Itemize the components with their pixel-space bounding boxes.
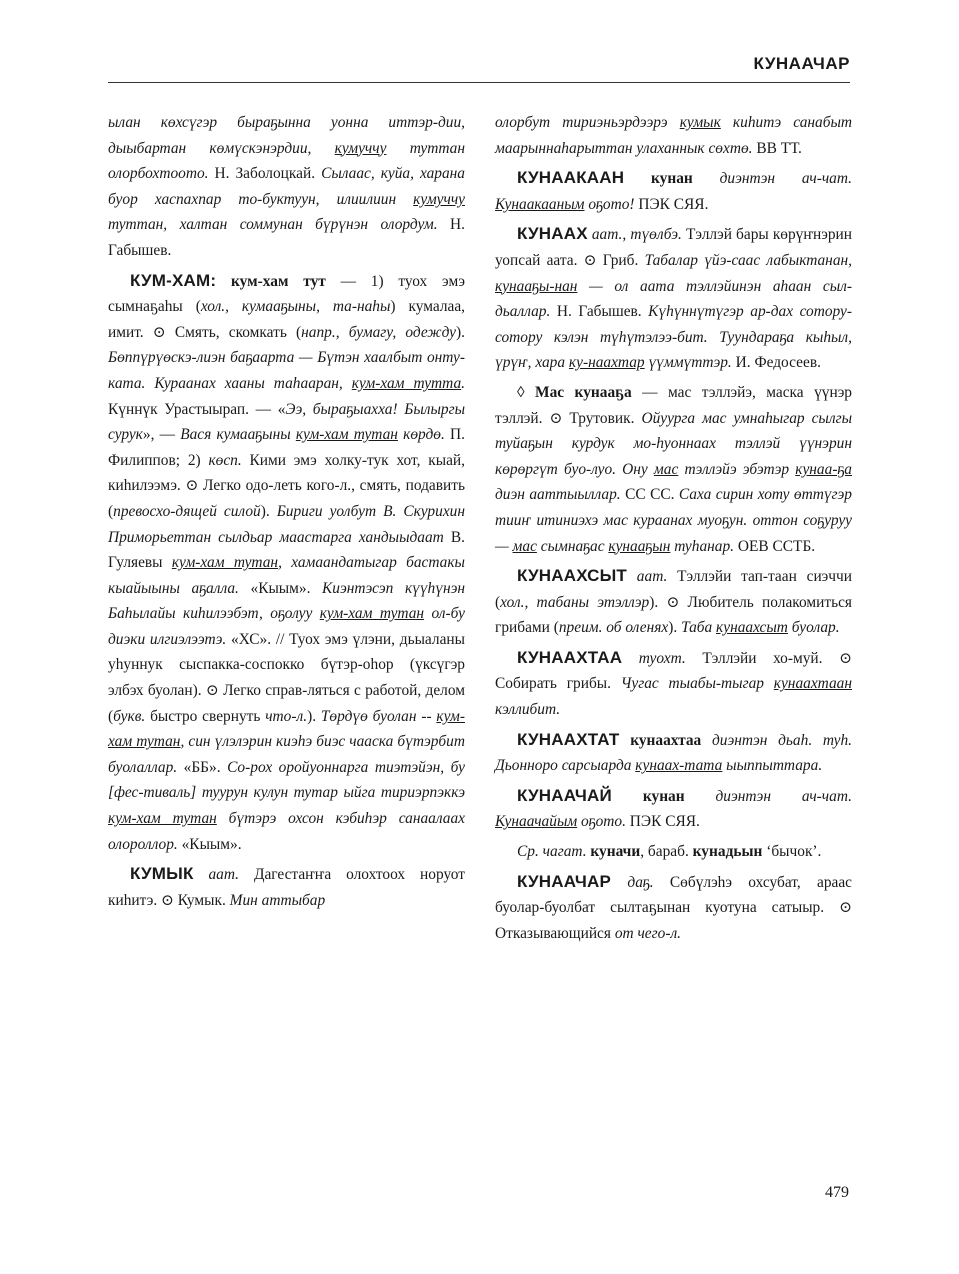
text: үүммүттэр.	[644, 354, 732, 372]
text: кум-хам тутан	[171, 554, 279, 572]
entry-continuation	[495, 110, 852, 161]
page-header	[108, 52, 850, 83]
text: кумуччу	[413, 190, 465, 208]
text: кум-хам тутан	[319, 605, 425, 623]
text: диэн ааттыыллар.	[495, 486, 621, 504]
headword: КУНААЧАР	[517, 871, 612, 891]
text: Саха сирин хоту өттүгэр тииҥ итиниэхэ мас кураанах муоҕун. оттон соҕуруу —	[495, 486, 853, 555]
text: Кунаакааным	[495, 195, 585, 213]
text: Бириги уолбут В. Скурихин Приморьеттан сылдьар маастарга хандыыдаат	[108, 502, 465, 546]
text: Ээ, быраҕыахха! Былыргы сурук	[108, 400, 465, 444]
text: хол., табаны этэллэр	[500, 593, 650, 611]
running-head: КУНААЧАР	[753, 54, 850, 73]
text: мас	[512, 537, 537, 555]
text: .	[461, 374, 466, 392]
text: мас	[653, 460, 679, 478]
text: Бөппүрүөскэ-лиэн баҕаарта — Бүтэн хаалбыт онту-ката. Кураанах хааны таһааран,	[108, 349, 465, 392]
text: Сылаас, куйа, харана буор хаспахпар то-буктуун, илиилиин	[108, 165, 465, 208]
text: Табалар үйэ-саас лабыктанан,	[644, 251, 852, 269]
text: аат.	[627, 568, 668, 586]
text: П. Филиппов; 2)	[108, 426, 465, 469]
text: кум-хам тутан	[108, 810, 217, 828]
text: Дагестаҥҥа олохтоох норуот киһитэ. ⊙ Кумык.	[108, 866, 465, 909]
text: напр., бумагу, одежду	[301, 323, 457, 341]
text: көсп.	[208, 451, 242, 469]
text: «Кыым».	[177, 835, 242, 853]
text: В. Гуляевы	[108, 528, 465, 572]
text: ыыппыттара.	[722, 757, 823, 775]
text: туһанар.	[670, 537, 735, 555]
text: кунан	[624, 170, 693, 188]
text: көрдө.	[397, 426, 445, 444]
text: Күннүк Урастыырап. — «	[108, 400, 286, 418]
headword: КУНААКААН	[517, 168, 625, 188]
text: кумуччу	[334, 139, 387, 157]
text: Күһүннүтүгэр ар-дах сотору-сотору кэлэн түһүтэлээ-бит. Туундараҕа кыһыл, үрүҥ, хара	[495, 303, 852, 372]
text: Сөбүлэһэ охсубат, араас буолар-буолбат сылтаҕынан куотуна сатыыр. ⊙ Отказывающийся	[495, 873, 853, 942]
text: ).	[668, 619, 682, 637]
entry-kunaachai	[495, 783, 852, 835]
text: ).	[307, 707, 321, 725]
text: букв.	[113, 707, 146, 725]
text: Тэллэйи тап-таан сиэччи (	[495, 568, 853, 611]
text: туохт.	[622, 649, 686, 667]
text: Чугас тыабы-тыгар	[620, 675, 774, 693]
text: Киэнтэсэп күүһүнэн Баһылайы киһилээбэт, оҕолуу	[108, 579, 466, 623]
entry-kunaachar	[495, 869, 852, 947]
text: оҕото!	[584, 195, 635, 213]
text: куначи	[586, 843, 641, 861]
text: ку-наахтар	[568, 354, 645, 372]
text: от чего-л.	[614, 924, 682, 942]
text: бүтэрэ охсон кэбиһэр санаалаах олороллор.	[108, 810, 465, 853]
text: олорбут тириэньэрдээрэ	[495, 114, 680, 131]
text: диэнтэн ач-чат.	[684, 787, 852, 805]
text: Ойуурга мас умнаһыгар сылгы туйаҕын курдук мо-һуоннаах тэллэй үүнэрин көрөргүт буо-луо. Ону	[495, 409, 852, 478]
text: ) кумалаа, имит. ⊙ Смять, скомкать (	[108, 298, 466, 341]
text: Ср. чагат.	[517, 843, 587, 861]
headword: КУНААХТАТ	[517, 729, 620, 749]
text: ПЭК СЯЯ.	[625, 813, 700, 831]
text: что-л.	[265, 707, 308, 725]
text: ПЭК СЯЯ.	[634, 195, 709, 213]
text: кунаахтаан	[773, 675, 852, 693]
text: Тэллэй бары көрүҥнэрин уопсай аата. ⊙ Гриб.	[495, 226, 852, 269]
text: — 1) туох эмэ сымнаҕаһы (	[108, 272, 465, 316]
text: оҕото.	[577, 813, 626, 831]
text: ◊	[517, 383, 536, 401]
entry-mas-kunaaga	[495, 380, 852, 559]
right-column	[495, 110, 852, 950]
page-number: 479	[825, 1184, 849, 1201]
text: буолар.	[787, 619, 840, 637]
text: кунаахтаа	[619, 731, 702, 749]
headword: КУНААЧАЙ	[517, 785, 612, 805]
text: кум-хам тутан	[108, 707, 465, 751]
text: ).	[456, 323, 465, 341]
entry-kunaakhtaa	[495, 645, 852, 723]
text: кунаах-тата	[635, 757, 723, 775]
headword: КУМ-ХАМ:	[130, 270, 217, 290]
text: сымнаҕас	[536, 537, 609, 555]
text: превосхо-дящей силой	[113, 502, 261, 520]
text: кунааҕын	[608, 537, 671, 555]
text: киһитэ санабыт маарыннаһарыттан улаханнык сөхтө.	[495, 114, 852, 157]
text: туттан олорбохтоото.	[108, 139, 465, 183]
entry-kunaakh	[495, 221, 852, 376]
text: Мин аттыбар	[229, 891, 326, 909]
text: аат.	[193, 866, 240, 884]
text: , хамаандатыгар бастакы кыайыыны аҕалла.	[108, 554, 465, 597]
text: Н. Габышев.	[108, 216, 466, 259]
text: СС СС.	[620, 486, 679, 504]
text: , бараб.	[640, 843, 693, 861]
text: Төрдүө буолан --	[320, 707, 437, 725]
entry-kumyk	[108, 861, 465, 913]
text: , син үлэлэрин киэһэ биэс чааска бүтэрбит буолаллар.	[108, 733, 465, 776]
text: кум-хам тут	[216, 272, 326, 290]
text: кунааҕы-нан	[495, 277, 578, 295]
text: диэнтэн дьаһ. туһ. Дьонноро сарсыарда	[495, 731, 852, 775]
text: кунаахсыт	[716, 619, 788, 637]
text: Вася кумааҕыны	[180, 426, 296, 444]
text: диэнтэн ач-чат.	[692, 170, 853, 188]
text: «Кыым».	[238, 579, 323, 597]
text: кумык	[679, 114, 721, 131]
text: кум-хам тутта	[351, 374, 462, 392]
text: Кунаачайым	[495, 813, 578, 831]
text: Н. Заболоцкай.	[208, 165, 322, 183]
text: — мас тэллэйэ, маска үүнэр тэллэй. ⊙ Трутовик.	[495, 383, 852, 427]
text: — ол аата тэллэйинэн аһаан сыл-дьаллар.	[495, 277, 852, 321]
text: аат., түөлбэ.	[587, 226, 682, 244]
text: быстро свернуть	[145, 707, 266, 725]
text: ‘бычок’.	[762, 843, 822, 861]
text: ылан көхсүгэр быраҕынна уонна иттэр-дии, дыыбартан көмүскэнэрдии,	[108, 114, 465, 157]
headword: КУНААХСЫТ	[517, 566, 628, 586]
left-column	[108, 110, 465, 917]
text: ол-бу диэки илгиэлээтэ.	[108, 605, 465, 648]
headword: КУНААХ	[517, 224, 588, 244]
entry-kunaakhsyt	[495, 563, 852, 641]
text: кэллибит.	[495, 701, 561, 719]
text: кунан	[611, 787, 685, 805]
entry-kunaakaan	[495, 165, 852, 217]
text: Со-рох оройуоннарга тиэтэйэн, бу [фес-тиваль] туурун кулун тутар ыйга тириэрпэккэ	[108, 758, 465, 802]
text: хол., кумааҕыны, та-наһы	[200, 298, 391, 316]
text: преим. об оленях	[558, 619, 669, 637]
text: «ББ».	[177, 758, 228, 776]
text: Кими эмэ холку-тук хот, кыай, киһилээмэ. ⊙ Легко одо-леть кого-л., смять, подавить (	[108, 451, 465, 520]
text: тэллэйэ эбэтэр	[678, 460, 796, 478]
headword: КУНААХТАА	[517, 647, 623, 667]
text: Таба	[681, 619, 717, 637]
text: кунаа-ҕа	[795, 460, 852, 478]
entry-kunaakhtat	[495, 727, 852, 779]
text: кум-хам тутан	[295, 426, 398, 444]
text: ОЕВ ССТБ.	[734, 537, 816, 555]
text: туттан, халтан соммунан бүрүнэн олордум.	[108, 216, 438, 234]
text: ).	[260, 502, 277, 520]
text: кунадьын	[692, 843, 763, 861]
text: Мас кунааҕа	[535, 383, 632, 401]
text: ). ⊙ Любитель полакомиться грибами (	[495, 593, 853, 637]
text: Тэллэйи хо-муй. ⊙ Собирать грибы.	[495, 649, 852, 693]
text: даҕ.	[611, 873, 654, 891]
entry-kum-kham	[108, 268, 465, 858]
headword: КУМЫК	[130, 864, 194, 884]
text: », —	[142, 426, 181, 444]
text: «ХС». // Туох эмэ үлэни, дьыаланы уһуннук сыспакка-соспокко бүтэр-оһор (үксүгэр элбэх буолан). ⊙ Легко справ-ляться с работой, делом (	[108, 630, 465, 725]
text: И. Федосеев.	[731, 354, 821, 372]
entry-continuation	[108, 110, 465, 264]
text: ВВ ТТ.	[752, 139, 802, 157]
entry-cf	[495, 839, 852, 865]
text: Н. Габышев.	[550, 303, 649, 321]
